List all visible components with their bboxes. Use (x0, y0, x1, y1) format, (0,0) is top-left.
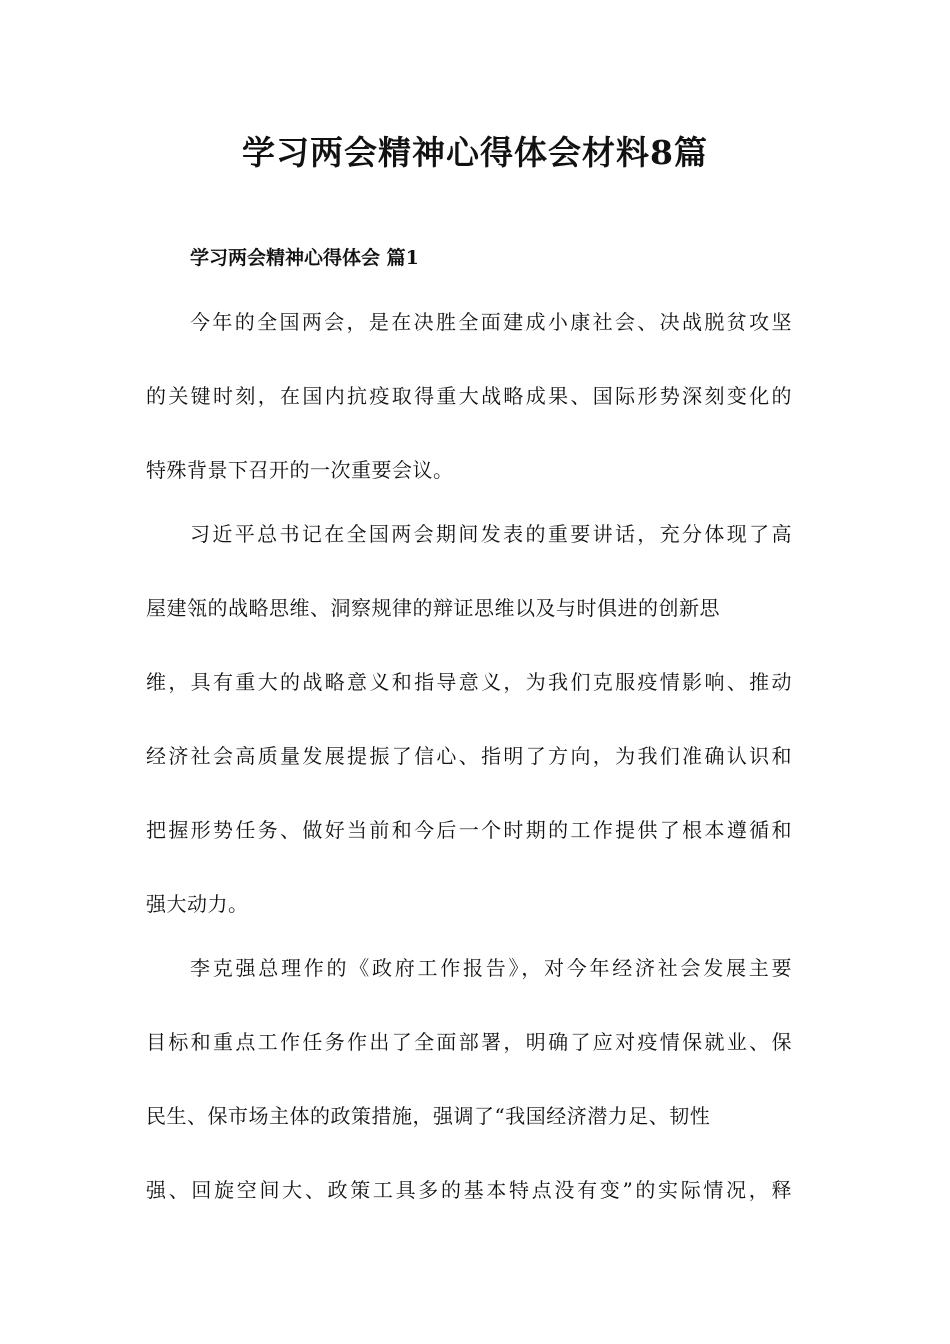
section-heading: 学习两会精神心得体会 篇1 (190, 247, 419, 269)
paragraph-1-line-3: 特殊背景下召开的一次重要会议。 (146, 458, 454, 482)
paragraph-1-line-1: 今年的全国两会，是在决胜全面建成小康社会、决战脱贫攻坚 (190, 310, 792, 334)
paragraph-2-line-6: 强大动力。 (146, 892, 249, 916)
paragraph-3-line-1: 李克强总理作的《政府工作报告》，对今年经济社会发展主要 (190, 956, 792, 980)
paragraph-2-line-3: 维，具有重大的战略意义和指导意义，为我们克服疫情影响、推动 (146, 670, 792, 694)
paragraph-2-line-1: 习近平总书记在全国两会期间发表的重要讲话，充分体现了高 (190, 522, 792, 546)
paragraph-2-line-2: 屋建瓴的战略思维、洞察规律的辩证思维以及与时俱进的创新思 (146, 596, 720, 620)
paragraph-3-line-2: 目标和重点工作任务作出了全面部署，明确了应对疫情保就业、保 (146, 1030, 792, 1054)
paragraph-1-line-2: 的关键时刻，在国内抗疫取得重大战略成果、国际形势深刻变化的 (146, 384, 792, 408)
paragraph-2-line-5: 把握形势任务、做好当前和今后一个时期的工作提供了根本遵循和 (146, 818, 792, 842)
document-title: 学习两会精神心得体会材料8篇 (242, 133, 708, 172)
paragraph-3-line-3: 民生、保市场主体的政策措施，强调了“我国经济潜力足、韧性 (146, 1104, 711, 1128)
paragraph-2-line-4: 经济社会高质量发展提振了信心、指明了方向，为我们准确认识和 (146, 744, 792, 768)
paragraph-3-line-4: 强、回旋空间大、政策工具多的基本特点没有变”的实际情况，释 (146, 1178, 792, 1202)
